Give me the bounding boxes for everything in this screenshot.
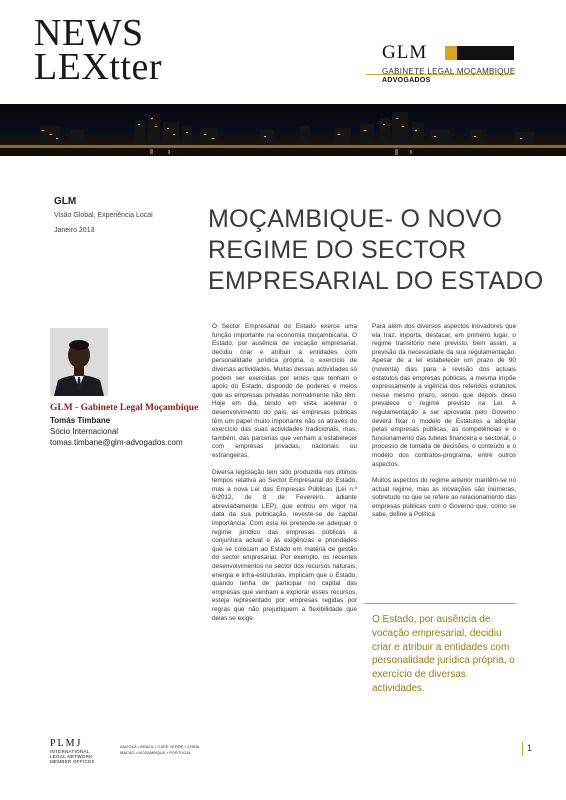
newsletter-masthead — [34, 12, 163, 88]
page-number: 1 — [527, 743, 533, 753]
author-role: Sócio Internacional — [50, 427, 119, 436]
page-number-divider — [522, 742, 523, 756]
network-countries — [120, 744, 220, 756]
logo-gold-block — [445, 46, 457, 60]
plmj-network-logo — [50, 738, 110, 764]
author-photo — [50, 328, 108, 396]
author-name: Tomás Timbane — [50, 416, 111, 425]
paragraph: Para além dos diversos aspectos inovadores que ela traz, importa, destacar, em primeiro lugar, o regime transitório nele previsto, bem assim, a previsão da necessidade da sua regulamentação. Apesar de a lei estabelecer um prazo de 90 (noventa) dias para a revisão dos actuais estatutos das empresas públicas, a mesma impõe expressamente a vigência dos referidos estatutos nesse mesmo prazo, sendo que depois disso prevalece o regime previsto na Lei. A regulamentação a ser aprovada pelo Governo deverá fixar o modelo de Estatutos a adoptar pelas empresas públicas, as competências e o funcionamento das tutelas financeira e sectorial, o processo de tomada de decisões, o conteúdo e o modelo dos contratos-programa, entre outros aspectos. — [372, 323, 516, 468]
plmj-sub1: INTERNATIONAL — [50, 749, 90, 754]
author-email-link[interactable]: tomas.timbane@glm-advogados.com — [50, 438, 183, 447]
author-organization: GLM - Gabinete Legal Moçambique — [50, 403, 199, 413]
pullquote: O Estado, por ausência de vocação empresarial, decidiu criar e atribuir a entidades com personalidade jurídica própria, o exercício de diversas actividades. — [372, 614, 515, 694]
article-headline — [208, 204, 544, 297]
logo-subtitle: GABINETE LEGAL MOÇAMBIQUE — [382, 67, 516, 76]
plmj-sub3: MEMBER OFFICES — [50, 759, 95, 764]
countries-line2: MACAO • MOZAMBIQUE • PORTUGAL — [120, 750, 192, 755]
pullquote-divider — [364, 603, 516, 604]
countries-line1: ANGOLA • BRAZIL • CAPE VERDE • CHINA — [120, 744, 200, 749]
paragraph: Muitos aspectos do regime anterior mantêm-se no actual regime, mas as inovações são inúmeras, sobretudo no que se refere ao relacionamento das empresas públicas com o Governo que, como se sabe, define a Política — [372, 477, 516, 519]
logo-tagline: ADVOGADOS — [382, 77, 431, 84]
logo-black-block — [457, 46, 514, 60]
headline-line2: REGIME DO SECTOR — [208, 236, 467, 264]
headline-line3: EMPRESARIAL DO ESTADO — [208, 267, 544, 295]
masthead-line2: LEXtter — [34, 46, 163, 88]
issue-date: Janeiro 2013 — [54, 227, 95, 234]
paragraph: O Sector Empresarial do Estado exerce uma função importante na economia moçambicana. O Estado, por ausência de vocação empresarial, decidiu criar e atribuir a entidades com personalidade jurídica própria, o exercício de diversas actividades. Muitas dessas actividades só podem ser exercidas por entes que tenham o apoio do Estado, dispondo de poderes e meios que as empresas privadas normalmente não têm. Hoje em dia, tendo em vista acelerar o desenvolvimento do país, as empresas públicas têm um papel muito importante não só através do exercício das suas actividades tradicionais, mas, também, das parcerias que venham a estabelecer com empresas privadas, nacionais ou estrangeiras. — [212, 323, 357, 459]
city-skyline-banner — [0, 104, 566, 156]
logo-text: GLM — [382, 42, 428, 63]
headline-line1: MOÇAMBIQUE- O NOVO — [208, 205, 503, 233]
article-column-2 — [372, 323, 516, 528]
sidebar-org: GLM — [54, 196, 77, 207]
article-column-1 — [212, 323, 357, 631]
plmj-wordmark: PLMJ — [50, 738, 83, 749]
sidebar-tagline: Visão Global, Experiência Local — [54, 212, 153, 219]
masthead-line1: NEWS — [34, 12, 144, 54]
glm-logo — [382, 42, 427, 64]
plmj-sub2: LEGAL NETWORK — [50, 754, 93, 759]
paragraph: Diversa legislação tem sido produzida nos últimos tempos relativa ao Sector Empresarial do Estado, mas a nova Lei das Empresas Públicas (Lei n.º 6/2012, de 8 de Fevereiro, adiante abreviadamente LEP), que entrou em vigor na data da sua publicação, reveste-se de capital importância. Com esta lei pretende-se adequar o regime jurídico das empresas públicas à conjuntura actual e às exigências e prioridades que se colocam ao Estado em matéria de gestão do sector empresarial. Por exemplo, os recentes desenvolvimentos no sector dos recursos naturais, energia e infra-estruturas, implicam que o Estado, quando tenha de participar no capital das empresas que venham a explorar esses recursos, esteja representado por empresas regidas por regras que não prejudiquem a flexibilidade que delas se exige. — [212, 468, 357, 622]
